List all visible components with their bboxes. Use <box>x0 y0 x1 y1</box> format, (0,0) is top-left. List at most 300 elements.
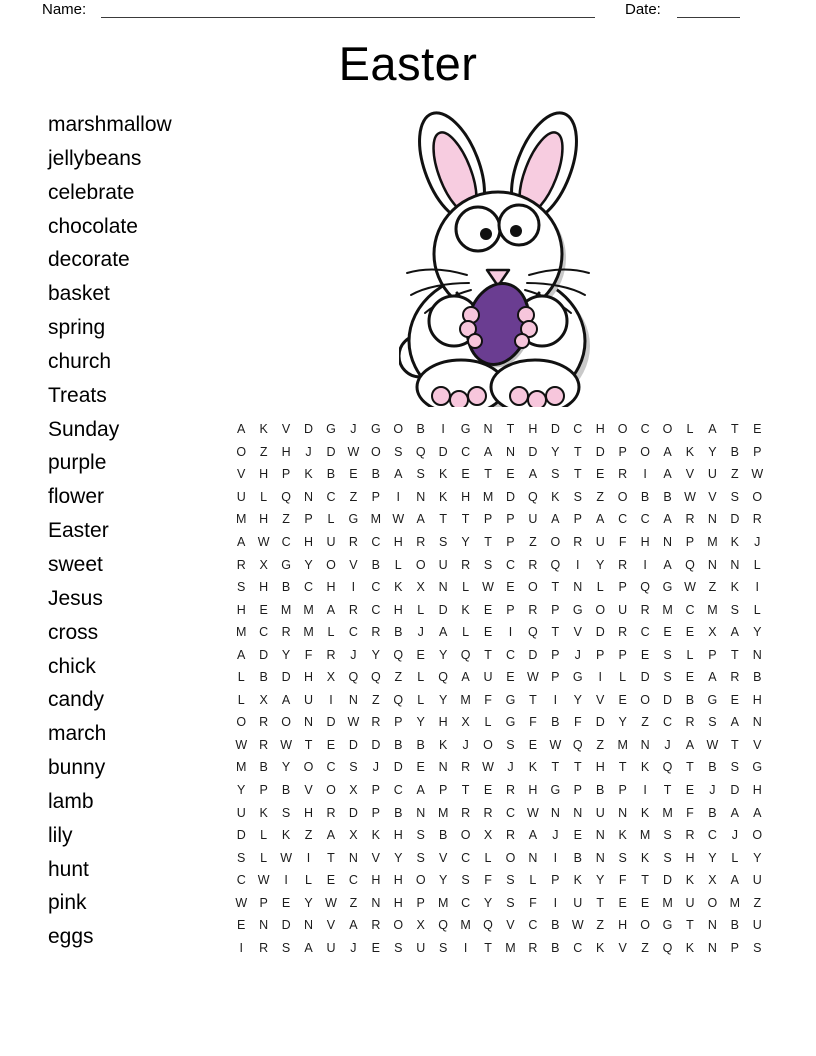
grid-cell: G <box>460 422 471 437</box>
grid-cell: A <box>438 625 448 640</box>
grid-cell: O <box>640 918 650 933</box>
grid-cell: R <box>730 670 740 685</box>
grid-cell: A <box>685 737 695 752</box>
grid-cell: L <box>462 625 470 640</box>
grid-cell: Y <box>596 873 605 888</box>
grid-cell: L <box>237 670 245 685</box>
grid-cell: U <box>528 512 538 527</box>
grid-cell: W <box>347 715 360 730</box>
word-list-item: celebrate <box>48 180 135 204</box>
grid-row <box>230 869 769 892</box>
grid-cell: G <box>662 918 673 933</box>
grid-cell: R <box>461 557 471 572</box>
grid-cell: N <box>752 647 762 662</box>
grid-cell: R <box>752 512 762 527</box>
grid-cell: C <box>528 918 538 933</box>
grid-cell: R <box>326 647 336 662</box>
grid-cell: Y <box>483 895 493 910</box>
grid-cell: P <box>618 444 627 459</box>
grid-cell: G <box>550 783 561 798</box>
grid-cell: U <box>752 873 762 888</box>
grid-cell: H <box>752 783 762 798</box>
grid-row <box>230 666 769 689</box>
grid-cell: M <box>662 805 673 820</box>
grid-cell: U <box>707 467 717 482</box>
grid-cell: D <box>281 918 291 933</box>
grid-cell: W <box>325 895 337 910</box>
grid-cell: Y <box>438 647 448 662</box>
grid-cell: Z <box>304 828 313 843</box>
grid-cell: S <box>708 715 717 730</box>
grid-cell: R <box>528 940 538 955</box>
grid-cell: G <box>326 422 336 437</box>
grid-cell: K <box>573 873 582 888</box>
grid-cell: B <box>394 805 403 820</box>
grid-cell: O <box>752 489 763 504</box>
grid-row <box>230 576 769 599</box>
grid-cell: D <box>663 692 673 707</box>
grid-cell: H <box>281 444 291 459</box>
word-list-item: church <box>48 349 112 373</box>
grid-cell: E <box>618 692 627 707</box>
grid-cell: F <box>618 873 627 888</box>
grid-cell: L <box>462 580 470 595</box>
grid-cell: M <box>639 828 651 843</box>
grid-cell: P <box>753 444 762 459</box>
grid-cell: N <box>528 850 538 865</box>
grid-cell: L <box>417 602 425 617</box>
grid-cell: R <box>483 805 493 820</box>
grid-cell: I <box>329 692 333 707</box>
grid-cell: J <box>664 737 671 752</box>
grid-cell: D <box>281 670 291 685</box>
grid-cell: T <box>731 737 739 752</box>
grid-cell: C <box>348 625 358 640</box>
grid-cell: G <box>370 422 381 437</box>
grid-cell: N <box>573 805 583 820</box>
grid-cell: Y <box>394 850 403 865</box>
grid-cell: D <box>236 828 246 843</box>
grid-cell: J <box>350 940 357 955</box>
grid-cell: A <box>237 647 246 662</box>
grid-cell: H <box>595 760 605 775</box>
grid-cell: L <box>484 850 492 865</box>
grid-cell: O <box>415 557 426 572</box>
word-list-item: march <box>48 722 107 746</box>
grid-cell: E <box>483 625 493 640</box>
grid-cell: E <box>506 467 515 482</box>
grid-cell: W <box>257 873 270 888</box>
grid-cell: S <box>237 580 246 595</box>
grid-cell: K <box>551 489 560 504</box>
grid-cell: W <box>684 580 696 595</box>
grid-cell: T <box>461 512 470 527</box>
grid-cell: E <box>461 467 470 482</box>
easter-bunny-svg <box>399 103 597 407</box>
grid-cell: H <box>685 850 695 865</box>
word-list-item: chick <box>48 654 96 678</box>
grid-cell: N <box>438 760 448 775</box>
grid-cell: R <box>461 805 471 820</box>
grid-cell: P <box>506 512 515 527</box>
grid-cell: Y <box>281 760 291 775</box>
grid-cell: Z <box>753 895 762 910</box>
word-list-item: spring <box>48 316 106 340</box>
grid-cell: I <box>508 625 513 640</box>
grid-cell: E <box>281 895 291 910</box>
grid-cell: V <box>708 489 717 504</box>
grid-cell: Y <box>573 692 582 707</box>
word-list-item: lily <box>48 823 73 847</box>
grid-cell: F <box>484 873 492 888</box>
name-label: Name: <box>42 1 87 18</box>
grid-cell: S <box>573 489 582 504</box>
grid-cell: Y <box>304 557 313 572</box>
grid-cell: Z <box>641 940 649 955</box>
grid-cell: O <box>595 602 606 617</box>
grid-row <box>230 937 769 960</box>
grid-cell: I <box>463 940 468 955</box>
grid-cell: I <box>553 692 558 707</box>
grid-cell: R <box>326 805 336 820</box>
grid-cell: S <box>438 535 448 549</box>
grid-cell: C <box>461 850 471 865</box>
grid-cell: R <box>618 557 628 572</box>
grid-cell: T <box>731 422 739 437</box>
grid-cell: P <box>259 783 268 798</box>
grid-cell: L <box>394 557 402 572</box>
grid-cell: B <box>640 489 650 504</box>
grid-cell: G <box>662 580 673 595</box>
grid-cell: S <box>730 760 740 775</box>
grid-cell: A <box>730 805 740 820</box>
grid-cell: C <box>326 760 336 775</box>
grid-cell: H <box>393 895 403 910</box>
grid-row <box>230 891 769 914</box>
grid-cell: Y <box>753 625 762 640</box>
grid-cell: U <box>326 535 336 549</box>
grid-cell: N <box>618 805 628 820</box>
grid-cell: W <box>571 918 584 933</box>
grid-cell: Y <box>618 715 627 730</box>
grid-row <box>230 508 769 531</box>
grid-cell: W <box>527 670 539 685</box>
grid-cell: T <box>304 737 313 752</box>
grid-cell: L <box>260 828 268 843</box>
grid-cell: Y <box>438 873 448 888</box>
grid-cell: D <box>505 489 515 504</box>
grid-cell: M <box>370 512 382 527</box>
grid-cell: D <box>348 737 358 752</box>
grid-cell: K <box>685 444 695 459</box>
grid-cell: X <box>349 783 358 798</box>
grid-cell: K <box>371 828 381 843</box>
grid-cell: S <box>753 940 762 955</box>
grid-cell: K <box>618 828 627 843</box>
grid-cell: P <box>304 512 313 527</box>
grid-cell: R <box>685 512 695 527</box>
grid-cell: N <box>752 715 762 730</box>
grid-cell: P <box>551 670 560 685</box>
grid-cell: K <box>596 940 605 955</box>
grid-cell: C <box>707 828 717 843</box>
grid-cell: B <box>551 940 560 955</box>
word-list-item: flower <box>48 485 105 509</box>
grid-cell: T <box>327 850 335 865</box>
grid-cell: Z <box>596 918 605 933</box>
grid-cell: N <box>348 850 358 865</box>
grid-cell: U <box>595 805 605 820</box>
grid-cell: L <box>686 647 694 662</box>
grid-cell: N <box>438 580 448 595</box>
grid-cell: V <box>281 422 291 437</box>
grid-cell: S <box>663 850 672 865</box>
grid-cell: W <box>280 737 292 752</box>
grid-cell: E <box>326 873 336 888</box>
grid-cell: N <box>550 805 560 820</box>
grid-cell: O <box>326 557 336 572</box>
grid-cell: A <box>281 692 291 707</box>
grid-cell: P <box>596 647 605 662</box>
grid-cell: U <box>573 895 583 910</box>
grid-cell: B <box>573 850 582 865</box>
grid-cell: J <box>574 647 581 662</box>
grid-cell: P <box>259 895 268 910</box>
grid-cell: K <box>259 805 268 820</box>
grid-cell: P <box>618 580 627 595</box>
grid-row <box>230 463 769 486</box>
grid-cell: Q <box>572 737 583 752</box>
grid-cell: S <box>483 557 493 572</box>
grid-cell: C <box>573 422 583 437</box>
grid-cell: L <box>260 850 268 865</box>
name-blank-line <box>101 1 595 18</box>
grid-cell: G <box>752 760 763 775</box>
grid-cell: H <box>640 535 650 549</box>
grid-cell: H <box>528 422 538 437</box>
grid-row <box>230 689 769 712</box>
grid-cell: T <box>573 444 582 459</box>
grid-cell: K <box>304 467 313 482</box>
grid-cell: A <box>304 940 313 955</box>
grid-cell: G <box>505 692 516 707</box>
grid-cell: N <box>707 512 717 527</box>
grid-cell: H <box>326 580 336 595</box>
grid-cell: B <box>371 467 381 482</box>
grid-cell: U <box>236 805 246 820</box>
grid-cell: V <box>326 918 336 933</box>
grid-cell: M <box>437 805 449 820</box>
grid-cell: W <box>751 467 764 482</box>
grid-cell: N <box>348 692 358 707</box>
word-list-item: decorate <box>48 248 130 272</box>
grid-cell: N <box>304 918 314 933</box>
grid-cell: N <box>595 850 605 865</box>
grid-cell: I <box>643 557 647 572</box>
word-list-item: bunny <box>48 756 106 780</box>
grid-cell: S <box>237 850 246 865</box>
grid-cell: K <box>394 580 403 595</box>
grid-cell: K <box>438 737 448 752</box>
grid-cell: O <box>460 828 471 843</box>
grid-cell: S <box>663 828 672 843</box>
word-list-item: basket <box>48 282 110 306</box>
grid-cell: N <box>416 805 426 820</box>
grid-cell: D <box>259 647 269 662</box>
grid-cell: T <box>551 625 560 640</box>
grid-cell: T <box>506 422 515 437</box>
grid-cell: P <box>438 783 448 798</box>
grid-cell: O <box>617 422 628 437</box>
grid-cell: B <box>663 489 672 504</box>
grid-cell: G <box>572 670 583 685</box>
grid-cell: P <box>371 805 381 820</box>
grid-cell: U <box>416 940 426 955</box>
grid-cell: H <box>259 467 269 482</box>
grid-cell: V <box>304 783 313 798</box>
grid-cell: K <box>640 805 650 820</box>
grid-cell: Q <box>460 647 471 662</box>
grid-cell: E <box>506 670 515 685</box>
grid-cell: Z <box>708 580 717 595</box>
grid-cell: R <box>281 625 291 640</box>
grid-cell: Q <box>550 557 561 572</box>
grid-cell: H <box>438 715 448 730</box>
grid-cell: A <box>596 512 605 527</box>
grid-cell: U <box>326 940 336 955</box>
grid-cell: O <box>640 444 650 459</box>
grid-cell: C <box>281 535 291 549</box>
grid-cell: A <box>416 783 425 798</box>
grid-cell: I <box>755 580 760 595</box>
grid-cell: O <box>303 760 314 775</box>
grid-cell: Z <box>282 512 290 527</box>
grid-cell: C <box>618 512 628 527</box>
grid-cell: X <box>349 828 358 843</box>
grid-cell: S <box>730 602 740 617</box>
word-list-item: hunt <box>48 857 89 881</box>
grid-cell: R <box>461 760 471 775</box>
grid-cell: E <box>596 467 605 482</box>
grid-row <box>230 734 769 757</box>
grid-cell: A <box>753 805 762 820</box>
grid-row <box>230 779 769 802</box>
grid-cell: D <box>663 873 673 888</box>
grid-cell: E <box>349 467 358 482</box>
grid-cell: B <box>394 625 403 640</box>
grid-cell: P <box>506 535 515 549</box>
grid-cell: D <box>371 737 381 752</box>
grid-cell: B <box>730 444 740 459</box>
grid-cell: M <box>707 535 718 549</box>
grid-row <box>230 711 769 734</box>
grid-cell: A <box>416 512 425 527</box>
grid-cell: N <box>730 557 740 572</box>
grid-cell: Z <box>596 489 605 504</box>
grid-cell: M <box>460 692 471 707</box>
grid-cell: B <box>685 692 695 707</box>
grid-cell: H <box>393 828 403 843</box>
grid-cell: N <box>371 895 381 910</box>
grid-cell: E <box>371 940 381 955</box>
grid-cell: Y <box>438 692 448 707</box>
grid-cell: A <box>528 467 538 482</box>
grid-cell: B <box>551 715 560 730</box>
grid-cell: D <box>393 760 403 775</box>
grid-cell: T <box>551 760 560 775</box>
grid-cell: P <box>618 647 627 662</box>
grid-cell: Y <box>708 850 717 865</box>
grid-cell: T <box>484 647 492 662</box>
grid-cell: S <box>394 444 403 459</box>
grid-cell: H <box>371 873 381 888</box>
grid-cell: D <box>595 444 605 459</box>
grid-cell: I <box>553 895 558 910</box>
grid-cell: U <box>752 918 762 933</box>
grid-cell: H <box>752 692 762 707</box>
grid-cell: U <box>618 602 628 617</box>
grid-cell: O <box>707 895 718 910</box>
grid-cell: S <box>506 873 515 888</box>
grid-cell: O <box>370 444 381 459</box>
grid-cell: E <box>259 602 268 617</box>
grid-cell: R <box>259 715 269 730</box>
grid-cell: D <box>550 422 560 437</box>
grid-cell: L <box>731 850 739 865</box>
grid-cell: P <box>573 783 582 798</box>
grid-cell: K <box>438 489 448 504</box>
grid-cell: C <box>505 647 515 662</box>
grid-cell: B <box>259 760 268 775</box>
grid-cell: R <box>685 828 695 843</box>
grid-cell: A <box>730 625 740 640</box>
grid-cell: O <box>550 535 561 549</box>
grid-cell: B <box>438 828 448 843</box>
grid-cell: F <box>573 715 582 730</box>
grid-cell: A <box>394 467 403 482</box>
grid-cell: V <box>596 692 605 707</box>
word-list-item: Treats <box>48 383 107 407</box>
grid-cell: C <box>326 489 336 504</box>
word-list-item: Easter <box>48 519 109 543</box>
grid-cell: M <box>236 512 247 527</box>
grid-cell: U <box>685 895 695 910</box>
grid-cell: T <box>529 692 537 707</box>
grid-cell: R <box>371 625 381 640</box>
grid-cell: K <box>528 760 538 775</box>
grid-cell: Z <box>529 535 537 549</box>
grid-cell: H <box>618 918 628 933</box>
grid-cell: S <box>416 828 425 843</box>
grid-cell: W <box>482 580 494 595</box>
grid-cell: R <box>573 535 583 549</box>
grid-cell: R <box>528 602 538 617</box>
grid-cell: Q <box>281 489 291 504</box>
grid-cell: J <box>507 760 514 775</box>
grid-cell: Z <box>259 444 268 459</box>
grid-row <box>230 621 769 644</box>
grid-cell: I <box>239 940 243 955</box>
grid-cell: O <box>505 850 516 865</box>
grid-cell: R <box>505 828 515 843</box>
grid-cell: M <box>303 602 314 617</box>
grid-cell: N <box>573 580 583 595</box>
grid-cell: Q <box>483 918 493 933</box>
grid-cell: K <box>281 828 291 843</box>
grid-cell: C <box>461 895 471 910</box>
grid-cell: C <box>663 715 673 730</box>
grid-cell: D <box>640 670 650 685</box>
